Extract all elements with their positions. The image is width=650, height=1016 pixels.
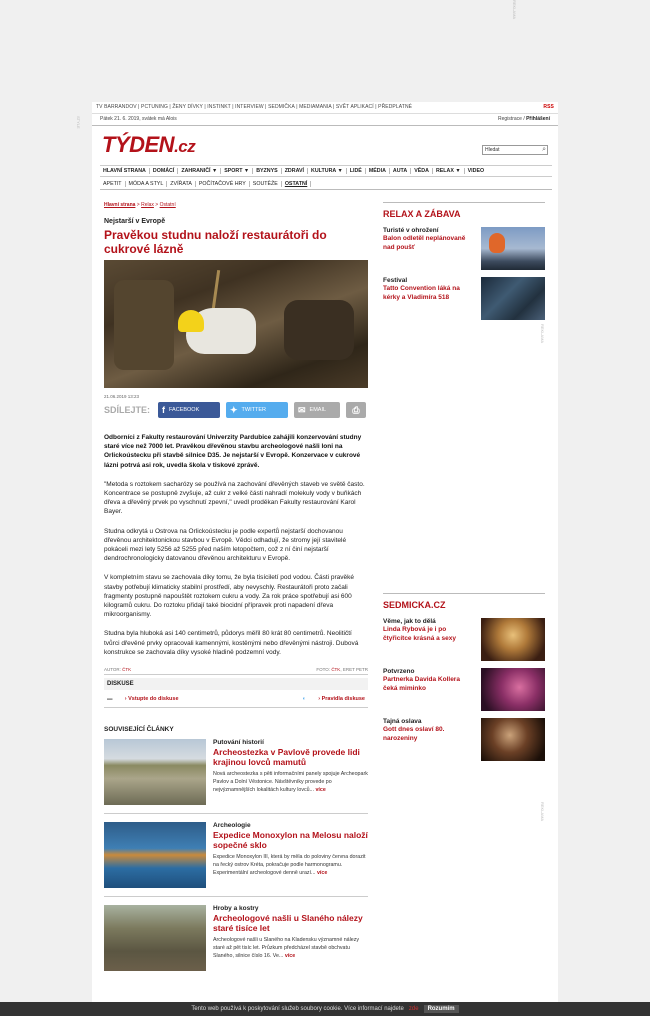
printer-icon: ⎙ [352,404,360,415]
share-label: SDÍLEJTE: [104,405,151,415]
related-title[interactable]: Expedice Monoxylon na Melosu naloží sopečné sklo [213,830,368,851]
related-article[interactable] [104,822,368,897]
photo-label: FOTO: [316,667,332,673]
related-article[interactable] [104,739,368,814]
related-header: SOUVISEJÍCÍ ČLÁNKY [104,726,174,734]
email-share-button[interactable] [294,402,340,418]
hero-shape [114,280,174,370]
related-text [213,739,368,805]
page-container [92,102,558,1016]
sidebar-item-text [383,227,475,271]
related-text [213,822,368,888]
facebook-share-button[interactable] [158,402,220,418]
date-bar [92,114,558,126]
share-bar [104,401,368,419]
top-network-bar [92,102,558,114]
related-kicker: Archeologie [213,822,251,830]
breadcrumb-relax[interactable]: Relax [141,202,154,208]
sidebar-thumbnail[interactable] [481,618,545,661]
sidebar [383,202,545,768]
nav-item-video[interactable]: VIDEO [467,168,485,174]
sidebar-item-text [383,718,475,762]
rss-link[interactable]: RSS [543,104,554,110]
article-title: Pravěkou studnu naloží restaurátoři do cukrové lázně [104,228,327,256]
facebook-label: FACEBOOK [169,407,200,413]
subnav-item-ostatni[interactable]: OSTATNÍ [282,181,311,187]
speech-bubble-icon: ▬ [107,695,113,702]
email-label: EMAIL [309,407,327,413]
author-name[interactable]: ČTK [122,667,132,673]
related-desc-text: Archeologové našli u Slaného na Kladensku významné nálezy staré až pět tisíc let. Průzkum předcházel stavbě obchvatu Slaného, silnice číslo 16. Ve... [213,937,360,960]
more-link[interactable]: více [316,870,328,877]
hero-shape [284,300,354,360]
article-timestamp: 21.06.2019 13:23 [104,394,140,399]
separator: / [523,116,525,122]
enter-discussion-label: Vstupte do diskuse [128,695,179,702]
ad-label: REKLAMA [540,324,545,344]
twitter-icon: ✦ [230,404,238,415]
envelope-icon: ✉ [298,404,306,415]
sidebar-kicker: Festival [383,277,408,284]
sidebar-item[interactable] [383,618,545,662]
account-links [498,116,550,123]
related-thumbnail[interactable] [104,822,206,888]
subnav-item-apetit[interactable]: APETIT [100,181,126,187]
site-logo[interactable] [102,132,195,158]
twitter-share-button[interactable] [226,402,288,418]
sidebar-title[interactable]: Tatto Convention láká na kérky a Vladimíra 518 [383,285,460,301]
author-line [104,667,368,675]
related-desc [213,770,368,794]
sidebar-thumbnail[interactable] [481,668,545,711]
related-kicker: Hroby a kostry [213,905,259,913]
nav-item-media[interactable]: MÉDIA [366,168,390,174]
article-paragraph: "Metoda s roztokem sacharózy se používá na zachování dřevěných staveb ve světě často. Koncentrace se postupně zvyšuje, až cukr z velké části nahradí molekuly vody v buňkách dřeva a dřevěný prvek po vyschnutí zpevní," uvedl proděkan Fakulty restaurování Karol Bayer. [104,480,365,516]
discussion-header: DISKUSE [104,678,368,690]
nav-item-lide[interactable]: LIDÉ [347,168,366,174]
sidebar-item[interactable] [383,718,545,762]
sidebar-title[interactable]: Partnerka Davida Kollera čeká miminko [383,676,460,692]
subnav-item-zvirata[interactable]: ZVÍŘATA [167,181,196,187]
search-placeholder: Hledat [485,147,500,153]
article-hero-image [104,260,368,388]
more-link[interactable]: více [315,787,326,794]
nav-item-relax[interactable]: RELAX ▼ [433,168,465,174]
sidebar-item-text [383,668,475,712]
current-date: Pátek 21. 6. 2019, svátek má Alois [100,116,177,122]
info-icon: ◐ [302,695,306,702]
sub-navigation [100,179,552,190]
discussion-rules-label: Pravidla diskuse [321,695,365,702]
nav-item-sport[interactable]: SPORT ▼ [221,168,253,174]
article-paragraph: Studna odkrytá u Ostrova na Orlickoústecku je podle expertů nejstarší dochovanou dřevěnou architektonickou stavbou v Evropě. Vědci odhadují, že stromy její stavitelé pokáceli mezi lety 5256 až 5255 před naším letopočtem, což z ní činí nejstarší dendrochronologicky datovanou dřevěnou architekturu v Evropě. [104,527,347,563]
twitter-label: TWITTER [241,407,266,413]
related-desc-text: Nová archeostezka s pěti informačními panely spojuje Archeopark Pavlov a Dolní Věstonice. Návštěvníky provede po nejvýznamnějších lokalitách kultury lovců... [213,771,368,794]
article-column [104,202,368,987]
enter-discussion-link[interactable]: ▬ › Vstupte do diskuse [107,695,179,702]
article-paragraph: Studna byla hluboká asi 140 centimetrů, půdorys měřil 80 krát 80 centimetrů. Neolitičtí tvůrci dřevěné prvky opracovali kamennými, kostěnými nebo dřevěnými nástroji. Dubová konstrukce se zachovala díky vysoké hladině podzemní vody. [104,630,359,656]
nav-item-zdravi[interactable]: ZDRAVÍ [282,168,308,174]
breadcrumb [104,202,368,208]
logo-main: TÝDEN [102,132,175,157]
ad-label: STYLE [76,116,81,129]
author-label: AUTOR: [104,667,123,673]
more-link[interactable]: více [284,953,296,960]
sidebar-kicker: Potvrzeno [383,668,415,675]
related-text [213,905,368,971]
nav-item-kultura[interactable]: KULTURA ▼ [308,168,347,174]
nav-item-hlavni-strana[interactable]: HLAVNÍ STRANA [100,168,150,174]
search-input[interactable] [482,145,548,155]
ad-label: REKLAMA [512,0,517,20]
related-desc [213,853,368,877]
network-links[interactable]: TV BARRANDOV | PCTUNING | ŽENY DÍVKY | INSTINKT | INTERVIEW | SEDMIČKA | MEDIAMANIA | SVĚT APLIKACÍ | PŘEDPLATNÉ [96,104,413,110]
article-kicker: Nejstarší v Evropě [104,218,166,225]
sidebar-kicker: Tajná oslava [383,718,422,725]
sidebar-item[interactable] [383,277,545,321]
discussion-row [104,690,368,708]
relax-header[interactable]: RELAX A ZÁBAVA [383,202,545,219]
photo-credit [316,667,368,672]
register-link[interactable]: Registrace [498,116,522,122]
nav-item-byznys[interactable]: BYZNYS [253,168,282,174]
related-article[interactable] [104,905,368,979]
sidebar-title[interactable]: Linda Rybová je i po čtyřicítce krásná a sexy [383,626,456,642]
nav-item-auta[interactable]: AUTA [390,168,411,174]
related-desc-text: Expedice Monoxylon III, která by měla do poloviny června dorazit na řecký ostrov Kréta, pokračuje podle harmonogramu. Experimentální archeologové denně urazí... [213,854,366,877]
related-title[interactable]: Archeostezka v Pavlově provede lidi krajinou lovců mamutů [213,747,360,768]
breadcrumb-sep: > [135,202,142,208]
article-lead: Odborníci z Fakulty restaurování Univerzity Pardubice zahájili konzervování studny staré více než 7000 let. Pravěkou dřevěnou stavbu archeologové našli loni na Orlickoústecku při stavbě silnice D35. Je nejstarší v Evropě. Konzervace v cukrové lázni potrvá asi rok, uvedla škola v tiskové zprávě. [104,434,362,469]
cookie-accept-button[interactable]: Rozumím [424,1005,459,1013]
sidebar-title[interactable]: Balon odletěl neplánovaně nad poušť [383,235,466,251]
sidebar-title[interactable]: Gott dnes oslaví 80. narozeniny [383,726,445,742]
sidebar-kicker: Věme, jak to dělá [383,618,436,625]
hero-helmet [178,310,204,332]
related-desc [213,936,368,960]
breadcrumb-home[interactable]: Hlavní strana [104,202,136,208]
login-link[interactable]: Přihlášení [526,116,550,122]
breadcrumb-sep: > [153,202,160,208]
related-thumbnail[interactable] [104,739,206,805]
ad-label: REKLAMA [540,802,545,822]
sidebar-item-text [383,277,475,321]
sidebar-thumbnail[interactable] [481,277,545,320]
subnav-item-moda[interactable]: MÓDA A STYL [126,181,168,187]
nav-item-domaci[interactable]: DOMÁCÍ [150,168,178,174]
facebook-icon: f [162,405,165,415]
subnav-item-souteze[interactable]: SOUTĚŽE [250,181,282,187]
related-thumbnail[interactable] [104,905,206,971]
sedmicka-header[interactable]: SEDMICKA.CZ [383,593,545,610]
sidebar-thumbnail[interactable] [481,718,545,761]
cookie-link[interactable]: zde [408,1006,419,1012]
discussion-rules-link[interactable]: ◐ › Pravidla diskuse [302,695,365,702]
logo-suffix: .cz [174,137,196,156]
related-title[interactable]: Archeologové našli u Slaného nálezy staré tisíce let [213,913,363,934]
photo-source[interactable]: ČTK [331,667,341,673]
breadcrumb-current[interactable]: Ostatní [159,202,176,208]
article-paragraph: V kompletním stavu se zachovala díky tomu, že byla tisíciletí pod vodou. Části pravěké stavby potřebují klimaticky stabilní prostředí, aby nevyschly. Restaurátoři proto začali fragmenty postupně napouštět roztokem cukru a vody. Za rok práce spotřebují asi 600 kilogramů cukru. Do roztoku přidají také biocidní přípravek proti napadení dřeva mikroorganismy. [104,574,355,619]
sidebar-item-text [383,618,475,662]
sidebar-item[interactable] [383,668,545,712]
sidebar-kicker: Turisté v ohrožení [383,227,439,234]
main-navigation [100,165,552,177]
sidebar-item[interactable] [383,227,545,271]
sidebar-thumbnail[interactable] [481,227,545,270]
related-kicker: Putování historií [213,739,264,747]
nav-item-veda[interactable]: VĚDA [411,168,433,174]
subnav-item-hry[interactable]: POČÍTAČOVÉ HRY [196,181,250,187]
author-credit [104,667,131,672]
balloon-shape [489,233,505,253]
nav-item-zahranici[interactable]: ZAHRANIČÍ ▼ [178,168,221,174]
photo-extra: , ERET PETR [340,667,368,673]
cookie-bar [0,1002,650,1016]
search-icon[interactable]: ⌕ [542,146,546,153]
print-button[interactable] [346,402,366,418]
cookie-text: Tento web používá k poskytování služeb soubory cookie. Více informací najdete [191,1006,404,1012]
